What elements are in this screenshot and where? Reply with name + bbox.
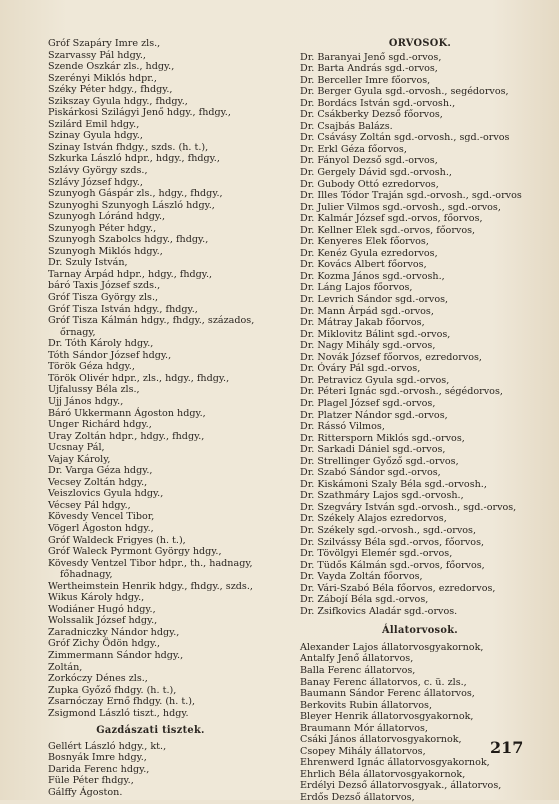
- orvosok-list: [300, 52, 540, 618]
- list-item: Török Olivér hdpr., zls., hdgy., fhdgy.,: [48, 372, 230, 384]
- list-item: Wertheimstein Henrik hdgy., fhdgy., szds.,: [48, 580, 253, 592]
- list-item: Gróf Tisza István hdgy., fhdgy.,: [48, 303, 198, 315]
- list-item: Braumann Mór állatorvos,: [300, 722, 428, 734]
- list-item: őrnagy,: [60, 326, 96, 338]
- list-item: Wodiáner Hugó hdgy.,: [48, 603, 156, 615]
- list-item: Szunyogh Gáspár zls., hdgy., fhdgy.,: [48, 188, 223, 200]
- list-item: Dr. Óváry Pál sgd.-orvos,: [300, 363, 421, 375]
- list-item: Dr. Kalmár József sgd.-orvos, főorvos,: [300, 213, 483, 225]
- list-item: Baumann Sándor Ferenc állatorvos,: [300, 688, 475, 700]
- list-item: báró Taxis József szds.,: [48, 280, 161, 292]
- list-item: Szilárd Emil hdgy.,: [48, 118, 140, 130]
- list-item: Dr. Gergely Dávid sgd.-orvosh.,: [300, 167, 452, 179]
- list-item: Wolssalik József hdgy.,: [48, 615, 158, 627]
- list-item: Dr. Petravicz Gyula sgd.-orvos,: [300, 374, 450, 386]
- list-item: Szinay István fhdgy., szds. (h. t.),: [48, 141, 209, 153]
- list-item: Kövesdy Ventzel Tibor hdpr., th., hadnagy,: [48, 557, 253, 569]
- list-item: Dr. Láng Lajos főorvos,: [300, 282, 413, 294]
- list-item: Vögerl Ágoston hdgy.,: [48, 522, 154, 534]
- list-item: Dr. Mann Árpád sgd.-orvos,: [300, 305, 434, 317]
- list-item: Tóth Sándor József hdgy.,: [48, 349, 172, 361]
- list-item: Zsarnóczay Ernő fhdgy. (h. t.),: [48, 696, 196, 708]
- list-item: Kövesdy Vencel Tibor,: [48, 511, 155, 523]
- list-item: Dr. Kiskámoni Szaly Béla sgd.-orvosh.,: [300, 478, 487, 490]
- list-item: főhadnagy,: [60, 569, 113, 581]
- list-item: Dr. Strellinger Győző sgd.-orvos,: [300, 455, 459, 467]
- list-item: Dr. Kenyeres Elek főorvos,: [300, 236, 429, 248]
- list-item: Piskárkosi Szilágyi Jenő hdgy., fhdgy.,: [48, 107, 231, 119]
- list-item: Zaradniczky Nándor hdgy.,: [48, 626, 180, 638]
- list-item: Dr. Sarkadi Dániel sgd.-orvos,: [300, 444, 446, 456]
- list-item: Vécsey Pál hdgy.,: [48, 499, 131, 511]
- list-item: Dr. Szilvássy Béla sgd.-orvos, főorvos,: [300, 536, 485, 548]
- list-item: Dr. Baranyai Jenő sgd.-orvos,: [300, 51, 442, 63]
- list-item: Dr. Szabó Sándor sgd.-orvos,: [300, 467, 441, 479]
- list-item: Dr. Miklovitz Bálint sgd.-orvos,: [300, 328, 451, 340]
- list-item: Dr. Kovács Albert főorvos,: [300, 259, 427, 271]
- list-item: Ujfalussy Béla zls.,: [48, 384, 140, 396]
- list-item: Dr. Zsifkovics Aladár sgd.-orvos.: [300, 605, 458, 617]
- section-heading-allatorvosok: Állatorvosok.: [382, 625, 458, 637]
- list-item: Dr. Tüdős Kálmán sgd.-orvos, főorvos,: [300, 559, 485, 571]
- list-item: Gróf Zichy Ödön hdgy.,: [48, 638, 161, 650]
- list-item: Csopey Mihály állatorvos,: [300, 745, 426, 757]
- list-item: Dr. Zábojí Béla sgd.-orvos,: [300, 594, 429, 606]
- gazdaszati-list: [48, 741, 293, 799]
- list-item: Gróf Tisza György zls.,: [48, 292, 159, 304]
- list-item: Dr. Berceller Imre főorvos,: [300, 74, 431, 86]
- list-item: Gróf Szapáry Imre zls.,: [48, 38, 161, 49]
- list-item: Balla Ferenc állatorvos,: [300, 664, 416, 676]
- list-item: Füle Péter fhdgy.,: [48, 775, 134, 787]
- list-item: Berkovits Rubin állatorvos,: [300, 699, 433, 711]
- right-column: [300, 38, 540, 804]
- list-item: Szikszay Gyula hdgy., fhdgy.,: [48, 95, 188, 107]
- list-item: Dr. Fányol Dezső sgd.-orvos,: [300, 155, 438, 167]
- list-item: Csáki János állatorvosgyakornok,: [300, 734, 462, 746]
- list-item: Dr. Csákberky Dezső főorvos,: [300, 109, 443, 121]
- list-item: Báró Ukkermann Ágoston hdgy.,: [48, 407, 206, 419]
- list-item: Szlávy György szds.,: [48, 165, 148, 177]
- list-item: Dr. Péteri Ignác sgd.-orvosh., ségédorvos,: [300, 386, 503, 398]
- list-item: Dr. Platzer Nándor sgd.-orvos,: [300, 409, 448, 421]
- list-item: Dr. Julier Vilmos sgd.-orvosh., sgd.-orvos,: [300, 201, 501, 213]
- list-item: Vajay Károly,: [48, 453, 111, 465]
- list-item: Gellért László hdgy., kt.,: [48, 740, 167, 752]
- list-item: Dr. Berger Gyula sgd.-orvosh., segédorvos,: [300, 86, 509, 98]
- list-item: Gróf Waldeck Frigyes (h. t.),: [48, 534, 186, 546]
- list-item: Dr. Vayda Zoltán főorvos,: [300, 571, 423, 583]
- left-column: [48, 38, 293, 799]
- list-item: Szunyogh Lóránd hdgy.,: [48, 211, 166, 223]
- list-item: Szunyogh Szabolcs hdgy., fhdgy.,: [48, 234, 209, 246]
- list-item: Dr. Kozma János sgd.-orvosh.,: [300, 270, 445, 282]
- section-heading-orvosok: ORVOSOK.: [388, 38, 452, 49]
- list-item: Dr. Novák József főorvos, ezredorvos,: [300, 351, 482, 363]
- list-item: Uray Zoltán hdpr., hdgy., fhdgy.,: [48, 430, 205, 442]
- list-item: Ucsnay Pál,: [48, 442, 105, 454]
- allatorvosok-list: [300, 642, 540, 804]
- list-item: Erdős Dezső állatorvos,: [300, 792, 415, 803]
- list-item: Dr. Csávásy Zoltán sgd.-orvosh., sgd.-orvos: [300, 132, 510, 144]
- list-item: Dr. Nagy Mihály sgd.-orvos,: [300, 340, 436, 352]
- list-item: Dr. Rássó Vilmos,: [300, 421, 385, 433]
- list-item: Dr. Vári-Szabó Béla főorvos, ezredorvos,: [300, 582, 496, 594]
- officer-list: [48, 38, 293, 719]
- list-item: Dr. Csajbás Balázs.: [300, 120, 393, 132]
- list-item: Dr. Szathmáry Lajos sgd.-orvosh.,: [300, 490, 464, 502]
- list-item: Ujj János hdgy.,: [48, 395, 124, 407]
- list-item: Tarnay Árpád hdpr., hdgy., fhdgy.,: [48, 268, 213, 280]
- list-item: Szerényi Miklós hdpr.,: [48, 72, 157, 84]
- list-item: Erdélyi Dezső állatorvosgyak., állatorvos,: [300, 780, 502, 792]
- list-item: Dr. Illes Tódor Traján sgd.-orvosh., sgd.-orvos: [300, 190, 522, 202]
- list-item: Dr. Plagel József sgd.-orvos,: [300, 397, 436, 409]
- list-item: Dr. Varga Géza hdgy.,: [48, 465, 153, 477]
- list-item: Szkurka László hdpr., hdgy., fhdgy.,: [48, 153, 220, 165]
- list-item: Vecsey Zoltán hdgy.,: [48, 476, 148, 488]
- list-item: Szende Oszkár zls., hdgy.,: [48, 61, 175, 73]
- section-heading-gazdaszati: Gazdászati tisztek.: [96, 725, 205, 737]
- list-item: Darida Ferenc hdgy.,: [48, 763, 150, 775]
- list-item: Dr. Tóth Károly hdgy.,: [48, 338, 154, 350]
- list-item: Gróf Tisza Kálmán hdgy., fhdgy., százados,: [48, 315, 255, 327]
- list-item: Banay Ferenc állatorvos, c. ü. zls.,: [300, 676, 467, 688]
- list-item: Alexander Lajos állatorvosgyakornok,: [300, 641, 484, 653]
- list-item: Dr. Bordács István sgd.-orvosh.,: [300, 97, 456, 109]
- list-item: Ehrenwerd Ignác állatorvosgyakornok,: [300, 757, 490, 769]
- list-item: Szarvassy Pál hdgy.,: [48, 49, 146, 61]
- list-item: Dr. Mátray Jakab főorvos,: [300, 317, 425, 329]
- list-item: Szunyoghi Szunyogh László hdgy.,: [48, 199, 215, 211]
- list-item: Zimmermann Sándor hdgy.,: [48, 649, 184, 661]
- list-item: Bleyer Henrik állatorvosgyakornok,: [300, 711, 474, 723]
- list-item: Wikus Károly hdgy.,: [48, 592, 145, 604]
- list-item: Gálffy Ágoston.: [48, 787, 123, 798]
- list-item: Bosnyák Imre hdgy.,: [48, 752, 147, 764]
- list-item: Veiszlovics Gyula hdgy.,: [48, 488, 164, 500]
- list-item: Antalfy Jenő állatorvos,: [300, 653, 414, 665]
- list-item: Dr. Szuly István,: [48, 257, 128, 269]
- list-item: Dr. Rittersporn Miklós sgd.-orvos,: [300, 432, 465, 444]
- list-item: Dr. Szegváry István sgd.-orvosh., sgd.-orvos,: [300, 501, 517, 513]
- list-item: Dr. Barta András sgd.-orvos,: [300, 63, 438, 75]
- list-item: Dr. Tövölgyi Elemér sgd.-orvos,: [300, 548, 453, 560]
- list-item: Török Géza hdgy.,: [48, 361, 135, 373]
- list-item: Zsigmond László tiszt., hdgy.: [48, 707, 189, 719]
- list-item: Dr. Kenéz Gyula ezredorvos,: [300, 247, 438, 259]
- list-item: Dr. Gubody Ottó ezredorvos,: [300, 178, 439, 190]
- list-item: Gróf Waleck Pyrmont György hdgy.,: [48, 546, 222, 558]
- page-number: 217: [490, 738, 524, 757]
- list-item: Dr. Kellner Elek sgd.-orvos, főorvos,: [300, 224, 476, 236]
- list-item: Dr. Székely Alajos ezredorvos,: [300, 513, 447, 525]
- list-item: Zupka Győző fhdgy. (h. t.),: [48, 684, 177, 696]
- list-item: Dr. Székely sgd.-orvosh., sgd.-orvos,: [300, 524, 476, 536]
- list-item: Szunyogh Péter hdgy.,: [48, 222, 157, 234]
- list-item: Dr. Erkl Géza főorvos,: [300, 143, 407, 155]
- list-item: Dr. Levrich Sándor sgd.-orvos,: [300, 294, 449, 306]
- list-item: Szunyogh Miklós hdgy.,: [48, 245, 163, 257]
- list-item: Unger Richárd hdgy.,: [48, 419, 152, 431]
- list-item: Zoltán,: [48, 661, 83, 673]
- list-item: Szlávy József hdgy.,: [48, 176, 143, 188]
- list-item: Ehrlich Béla állatorvosgyakornok,: [300, 768, 466, 780]
- list-item: Szinay Gyula hdgy.,: [48, 130, 143, 142]
- list-item: Széky Péter hdgy., fhdgy.,: [48, 84, 173, 96]
- list-item: Zorkóczy Dénes zls.,: [48, 673, 148, 685]
